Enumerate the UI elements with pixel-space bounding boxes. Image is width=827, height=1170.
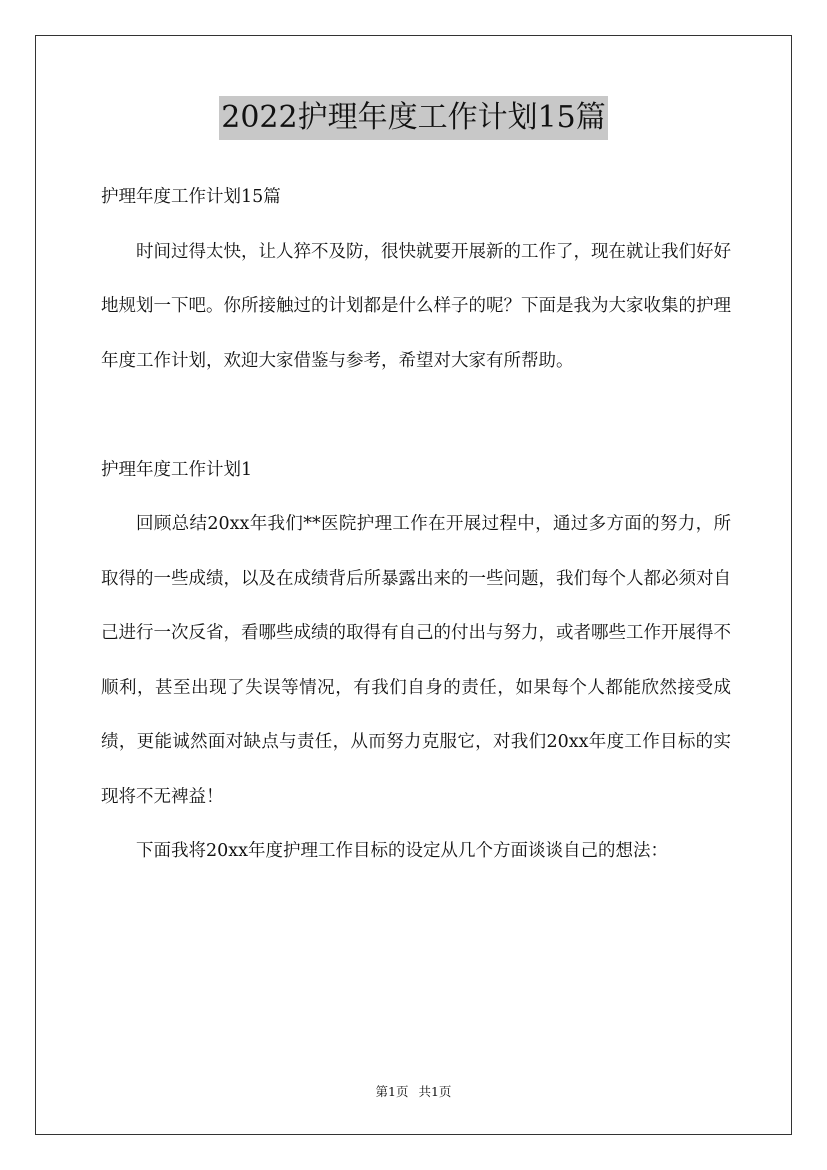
section-paragraph-2: 下面我将20xx年度护理工作目标的设定从几个方面谈谈自己的想法： — [136, 841, 669, 861]
document-title: 2022护理年度工作计划15篇 — [219, 96, 608, 140]
section-heading: 护理年度工作计划1 — [101, 459, 253, 480]
paragraph-gap — [101, 388, 731, 443]
intro-paragraph: 时间过得太快，让人猝不及防，很快就要开展新的工作了，现在就让我们好好地规划一下吧。你所接触过的计划都是什么样子的呢？下面是我为大家收集的护理年度工作计划，欢迎大家借鉴与参考，希望对大家有所帮助。 — [101, 241, 731, 371]
section-paragraph-1: 回顾总结20xx年我们**医院护理工作在开展过程中，通过多方面的努力，所取得的一些成绩，以及在成绩背后所暴露出来的一些问题，我们每个人都必须对自己进行一次反省，看哪些成绩的取得有自己的付出与努力，或者哪些工作开展得不顺利，甚至出现了失误等情况，有我们自身的责任，如果每个人都能欣然接受成绩，更能诚然面对缺点与责任，从而努力克服它，对我们20xx年度工作目标的实现将不无裨益！ — [101, 514, 731, 807]
document-subtitle: 护理年度工作计划15篇 — [101, 187, 281, 207]
page-footer — [0, 1082, 827, 1102]
page-number-total: 共1页 — [418, 1084, 452, 1099]
title-wrap — [0, 96, 827, 140]
page-number-current: 第1页 — [375, 1084, 409, 1099]
document-body — [101, 170, 731, 879]
